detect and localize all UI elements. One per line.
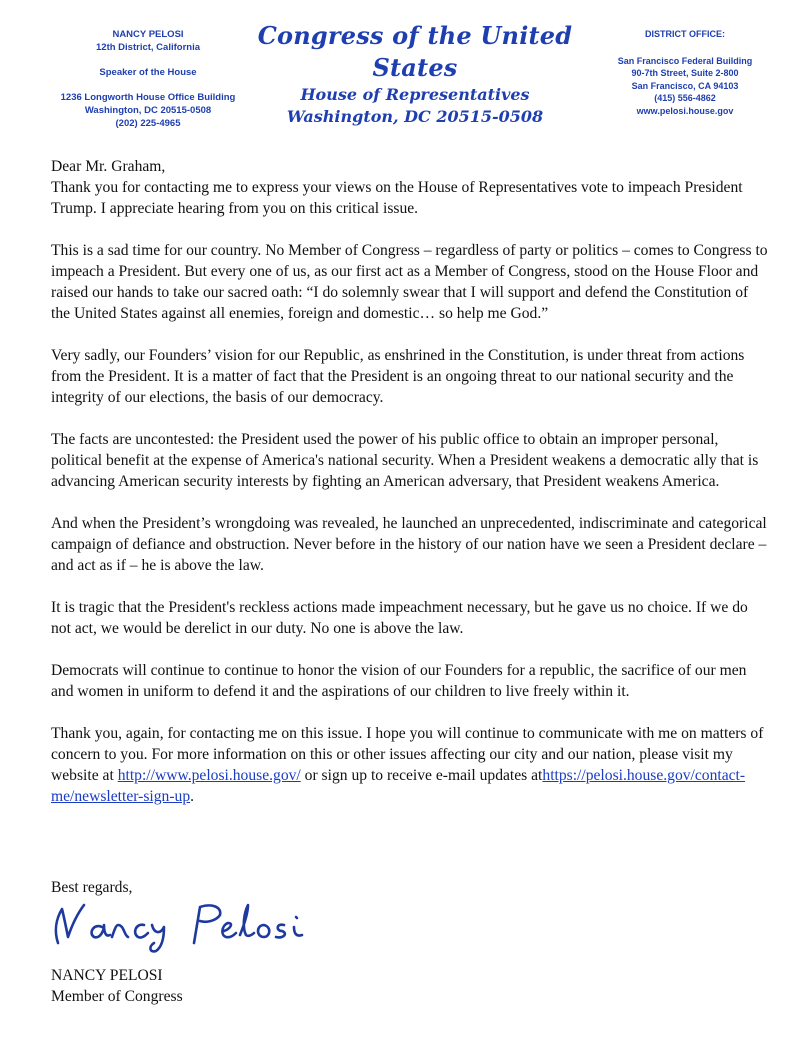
member-name: NANCY PELOSI: [112, 29, 184, 40]
dc-office-city: Washington, DC 20515-0508: [84, 105, 212, 116]
letterhead-district-office-block: [590, 28, 780, 117]
member-district: 12th District, California: [96, 42, 200, 53]
letter-paragraph-7: Democrats will continue to continue to honor the vision of our Founders for a republic, the sacrifice of our men and women in uniform to defend it and the aspirations of our children to live freely within it.: [51, 662, 747, 700]
district-office-website: www.pelosi.house.gov: [636, 105, 734, 116]
house-subheading: House of Representatives: [300, 85, 530, 104]
letter-paragraph-5: And when the President’s wrongdoing was revealed, he launched an unprecedented, indiscriminate and categorical campaign of defiance and obstruction. Never before in the history of our nation have we seen a President declare – and act as if – he is above the law.: [51, 515, 767, 574]
signature-image: [44, 893, 344, 957]
house-city: Washington, DC 20515-0508: [286, 107, 544, 126]
letter-closing: Best regards,: [51, 879, 133, 896]
district-office-city: San Francisco, CA 94103: [631, 80, 739, 91]
district-office-street: 90-7th Street, Suite 2-800: [631, 68, 739, 78]
dc-office-address: 1236 Longworth House Office Building: [60, 92, 236, 103]
letter-paragraph-6: It is tragic that the President's reckless actions made impeachment necessary, but he gave us no choice. If we do not act, we would be derelict in our duty. No one is above the law.: [51, 599, 748, 637]
newsletter-signup-link[interactable]: https://pelosi.house.gov/contact-me/newsletter-sign-up: [51, 767, 746, 805]
letterhead-congress-block: [238, 20, 592, 128]
congress-heading: Congress of the United States: [257, 21, 573, 82]
district-office-building: San Francisco Federal Building: [617, 55, 753, 66]
signer-name: NANCY PELOSI: [51, 967, 163, 984]
paragraph-8-end: .: [190, 788, 195, 805]
letter-greeting: Dear Mr. Graham,: [51, 158, 166, 175]
dc-office-phone: (202) 225-4965: [115, 118, 181, 129]
letter-paragraph-4: The facts are uncontested: the President used the power of his public office to obtain an improper personal, political benefit at the expense of America's national security. When a President weakens a democratic ally that is advancing American security interests by fighting an American adversary, that President weakens America.: [51, 431, 759, 490]
paragraph-8-mid: or sign up to receive e-mail updates at: [300, 767, 543, 784]
paragraph-8-start: Thank you, again, for contacting me on this issue. I hope you will continue to communicate with me on matters of concern to you. For more information on this or other issues affecting our city and our nation, please visit my website at: [51, 725, 764, 784]
website-link[interactable]: http://www.pelosi.house.gov/: [117, 767, 301, 784]
letter-paragraph-1: Thank you for contacting me to express your views on the House of Representatives vote to impeach President Trump. I appreciate hearing from you on this critical issue.: [51, 179, 743, 217]
letter-paragraph-3: Very sadly, our Founders’ vision for our Republic, as enshrined in the Constitution, is under threat from actions from the President. It is a matter of fact that the President is an ongoing threat to our national security and the integrity of our elections, the basis of our democracy.: [51, 347, 745, 406]
signer-title: Member of Congress: [51, 988, 183, 1005]
signer-block: [51, 965, 183, 1007]
letter-paragraph-8: [51, 723, 771, 807]
district-office-heading: DISTRICT OFFICE:: [645, 29, 725, 39]
letter-paragraph-2: This is a sad time for our country. No Member of Congress – regardless of party or politics – comes to Congress to impeach a President. But every one of us, as our first act as a Member of Congress, stood on the House Floor and raised our hands to take our sacred oath: “I do solemnly swear that I will support and defend the Constitution of the United States against all enemies, foreign and domestic… so help me God.”: [51, 242, 768, 322]
letterhead: [0, 0, 800, 150]
letterhead-member-block: [38, 28, 258, 130]
letter-body: [51, 156, 771, 828]
member-title: Speaker of the House: [99, 67, 197, 78]
district-office-phone: (415) 556-4862: [654, 93, 716, 103]
